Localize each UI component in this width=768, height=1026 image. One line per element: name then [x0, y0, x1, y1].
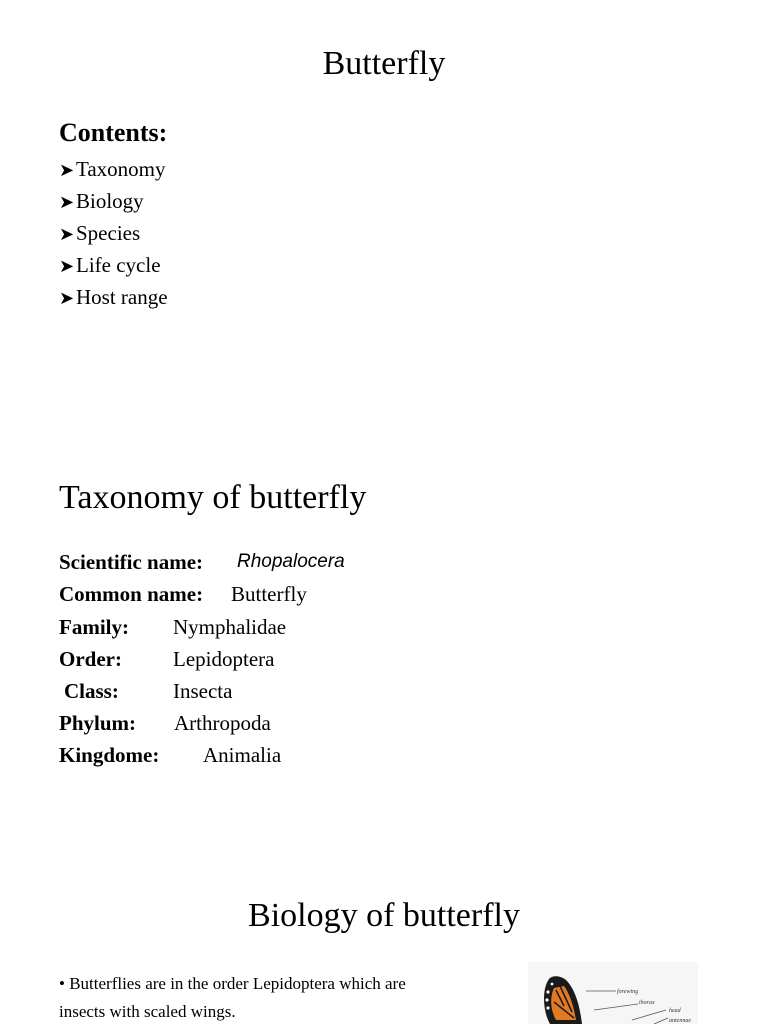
taxonomy-row-order	[59, 646, 275, 672]
butterfly-anatomy-figure	[528, 962, 698, 1024]
taxonomy-row-common-name	[59, 581, 307, 607]
toc-item-life-cycle	[59, 252, 161, 280]
taxonomy-row-class	[59, 678, 233, 704]
taxonomy-value: Nymphalidae	[173, 615, 287, 639]
taxonomy-label: Common name:	[59, 582, 204, 606]
taxonomy-value: Butterfly	[231, 582, 307, 606]
taxonomy-value: Rhopalocera	[237, 551, 345, 572]
toc-item-host-range	[59, 284, 168, 312]
butterfly-wing-icon	[528, 962, 698, 1024]
arrowhead-bullet-icon: ➤	[59, 256, 75, 277]
figure-label: antennae	[669, 1018, 691, 1024]
taxonomy-value: Lepidoptera	[173, 647, 275, 671]
taxonomy-label: Kingdome:	[59, 743, 160, 767]
contents-heading: Contents:	[59, 118, 168, 147]
figure-label: head	[669, 1008, 681, 1014]
taxonomy-label: Phylum:	[59, 711, 137, 735]
taxonomy-value: Animalia	[203, 743, 282, 767]
toc-item-biology	[59, 188, 144, 216]
toc-item-species	[59, 220, 140, 248]
taxonomy-label: Order:	[59, 647, 122, 671]
taxonomy-row-scientific-name	[59, 549, 345, 575]
biology-paragraph: • Butterflies are in the order Lepidoptera which are insects with scaled wings.	[59, 974, 406, 1021]
toc-item-taxonomy	[59, 156, 166, 184]
arrowhead-bullet-icon: ➤	[59, 192, 75, 213]
taxonomy-label: Class:	[64, 679, 119, 703]
figure-label: thorax	[639, 1000, 655, 1006]
taxonomy-value: Arthropoda	[174, 711, 271, 735]
taxonomy-value: Insecta	[173, 679, 233, 703]
taxonomy-row-kingdome	[59, 742, 282, 768]
taxonomy-label: Family:	[59, 615, 129, 639]
arrowhead-bullet-icon: ➤	[59, 160, 75, 181]
toc-item-label: Life cycle	[76, 253, 161, 277]
taxonomy-row-family	[59, 614, 287, 640]
toc-item-label: Biology	[76, 189, 144, 213]
taxonomy-heading: Taxonomy of butterfly	[59, 479, 367, 516]
page-title: Butterfly	[322, 45, 446, 82]
toc-item-label: Host range	[76, 285, 168, 309]
toc-item-label: Species	[76, 221, 141, 245]
taxonomy-label: Scientific name:	[59, 550, 204, 574]
biology-heading: Biology of butterfly	[248, 897, 520, 934]
arrowhead-bullet-icon: ➤	[59, 224, 75, 245]
arrowhead-bullet-icon: ➤	[59, 288, 75, 309]
toc-item-label: Taxonomy	[76, 157, 166, 181]
taxonomy-row-phylum	[59, 710, 271, 736]
figure-label: forewing	[617, 989, 639, 995]
